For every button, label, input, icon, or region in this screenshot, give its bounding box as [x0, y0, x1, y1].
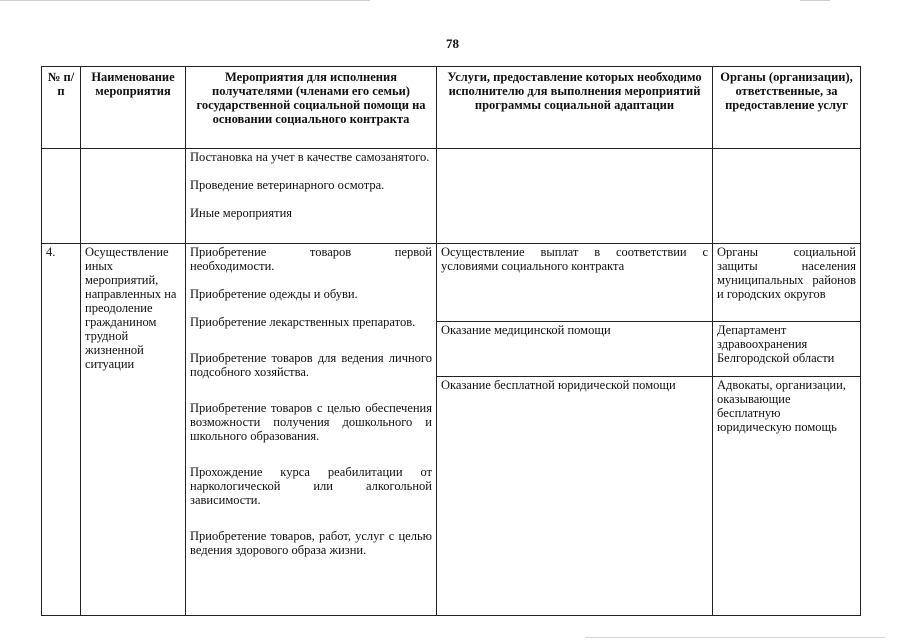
- activity-item: Приобретение товаров первой необходимости.: [190, 245, 432, 273]
- organ-item: Департамент здравоохранения Белгородской области: [713, 322, 860, 377]
- activity-item: Иные мероприятия: [190, 206, 293, 220]
- cell-name-empty: [81, 149, 186, 244]
- header-num: № п/п: [42, 67, 81, 149]
- scan-edge-bottom: [585, 637, 885, 638]
- page-number: 78: [446, 36, 459, 51]
- cell-organs-empty: [713, 149, 861, 244]
- scan-edge-top: [0, 0, 370, 1]
- table-row-continuation: [42, 149, 861, 244]
- service-item: Осуществление выплат в соответствии с условиями социального контракта: [437, 244, 712, 322]
- service-item: Оказание медицинской помощи: [437, 322, 712, 377]
- activity-item: Приобретение товаров для ведения личного подсобного хозяйства.: [190, 351, 432, 379]
- service-item: Оказание бесплатной юридической помощи: [441, 378, 676, 392]
- activity-item: Приобретение товаров, работ, услуг с целью ведения здорового образа жизни.: [190, 529, 432, 557]
- activity-item: Приобретение лекарственных препаратов.: [190, 315, 416, 329]
- activity-item: Приобретение одежды и обуви.: [190, 287, 358, 301]
- cell-services-empty: [437, 149, 713, 244]
- activity-item: Прохождение курса реабилитации от наркологической или алкогольной зависимости.: [190, 465, 432, 507]
- header-activities: Мероприятия для исполнения получателями (членами его семьи) государственной социальной помощи на основании социального контракта: [186, 67, 437, 149]
- table-row-4: [42, 244, 861, 616]
- cell-num-empty: [42, 149, 81, 244]
- activity-item: Приобретение товаров с целью обеспечения возможности получения дошкольного и школьного образования.: [190, 401, 432, 443]
- cell-row4-services: [437, 244, 713, 616]
- scan-edge-top-right: [800, 0, 830, 1]
- organ-item: Адвокаты, организации, оказывающие бесплатную юридическую помощь: [717, 378, 846, 434]
- organ-item: Органы социальной защиты населения муниципальных районов и городских округов: [713, 244, 860, 322]
- header-services: Услуги, предоставление которых необходимо исполнителю для выполнения мероприятий программы социальной адаптации: [437, 67, 713, 149]
- cell-row4-organs: [713, 244, 861, 616]
- activity-item: Проведение ветеринарного осмотра.: [190, 178, 385, 192]
- cell-row4-name: Осуществление иных мероприятий, направленных на преодоление гражданином трудной жизненной ситуации: [81, 244, 186, 616]
- header-row: [42, 67, 861, 149]
- activity-item: Постановка на учет в качестве самозанятого.: [190, 150, 430, 164]
- header-organs: Органы (организации), ответственные, за предоставление услуг: [713, 67, 861, 149]
- cell-row4-activities: [186, 244, 437, 616]
- program-table: [41, 66, 861, 616]
- header-name: Наименование мероприятия: [81, 67, 186, 149]
- cell-row4-num: 4.: [42, 244, 81, 616]
- cell-activities-continuation: [186, 149, 437, 244]
